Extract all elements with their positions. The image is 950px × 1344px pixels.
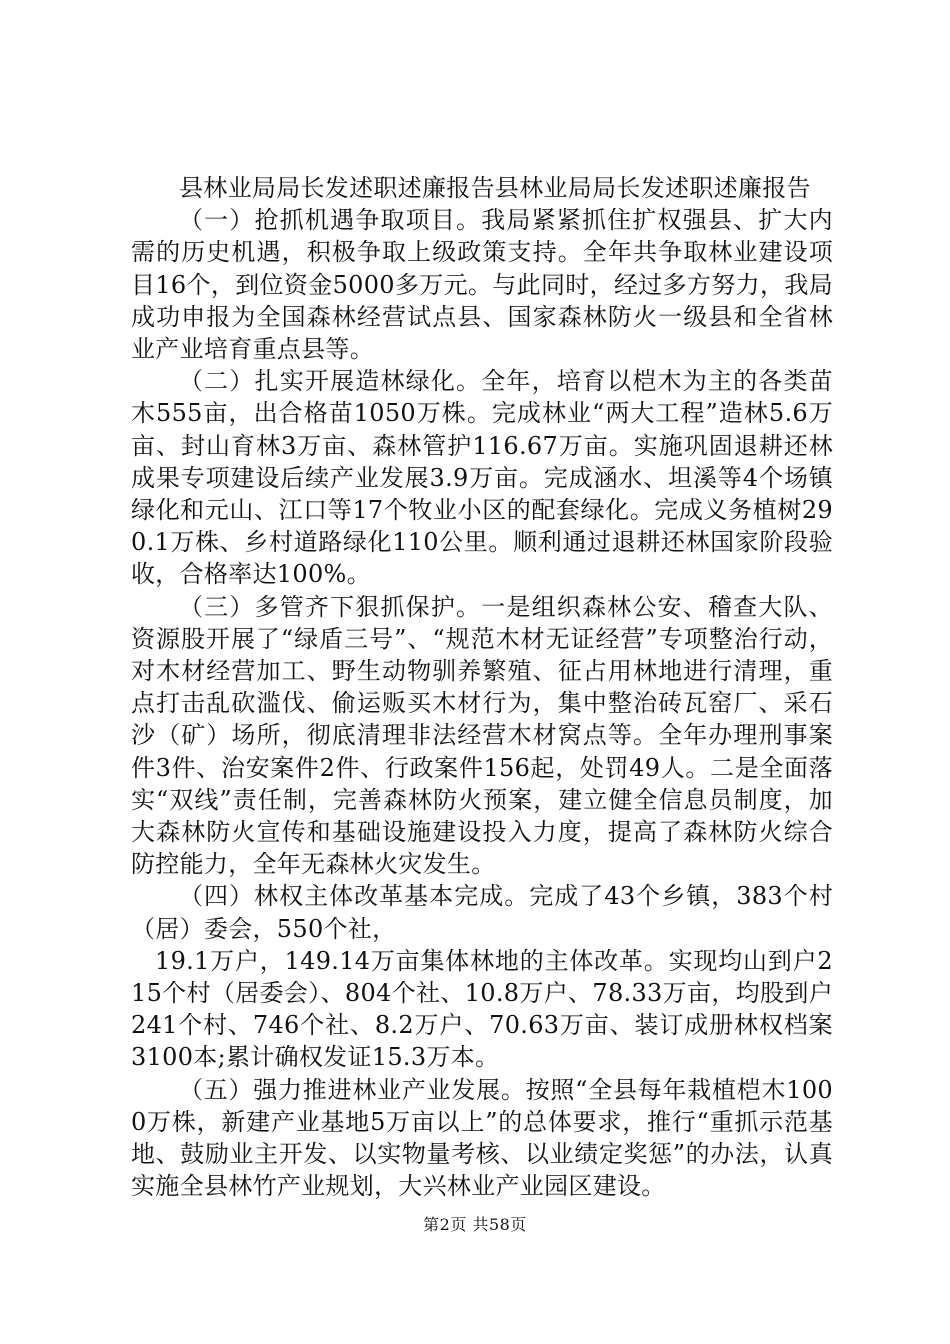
page-number-footer: 第2页 共58页 xyxy=(423,1215,527,1234)
section-two-paragraph: （二）扎实开展造林绿化。全年，培育以桤木为主的各类苗木555亩，出合格苗1050万株。完成林业“两大工程”造林5.6万亩、封山育林3万亩、森林管护116.67万亩。实施巩固退耕还林成果专项建设后续产业发展3.9万亩。完成涵水、坦溪等4个场镇绿化和元山、江口等17个牧业小区的配套绿化。完成义务植树290.1万株、乡村道路绿化110公里。顺利通过退耕还林国家阶段验收，合格率达100%。 xyxy=(131,367,833,589)
section-one-paragraph: （一）抢抓机遇争取项目。我局紧紧抓住扩权强县、扩大内需的历史机遇，积极争取上级政策支持。全年共争取林业建设项目16个，到位资金5000多万元。与此同时，经过多方努力，我局成功申报为全国森林经营试点县、国家森林防火一级县和全省林业产业培育重点县等。 xyxy=(131,206,833,364)
section-four-continued-paragraph: 19.1万户，149.14万亩集体林地的主体改革。实现均山到户215个村（居委会）、804个社、10.8万户、78.33万亩，均股到户241个村、746个社、8.2万户、70.63万亩、装订成册林权档案3100本;累计确权发证15.3万本。 xyxy=(131,946,833,1072)
section-four-paragraph: （四）林权主体改革基本完成。完成了43个乡镇，383个村（居）委会，550个社， xyxy=(131,882,833,943)
document-body xyxy=(131,172,833,1203)
section-three-paragraph: （三）多管齐下狠抓保护。一是组织森林公安、稽查大队、资源股开展了“绿盾三号”、“规范木材无证经营”专项整治行动，对木材经营加工、野生动物驯养繁殖、征占用林地进行清理，重点打击乱砍滥伐、偷运贩买木材行为，集中整治砖瓦窑厂、采石沙（矿）场所，彻底清理非法经营木材窝点等。全年办理刑事案件3件、治安案件2件、行政案件156起，处罚49人。二是全面落实“双线”责任制，完善森林防火预案，建立健全信息员制度，加大森林防火宣传和基础设施建设投入力度，提高了森林防火综合防控能力，全年无森林火灾发生。 xyxy=(131,592,833,879)
section-five-paragraph: （五）强力推进林业产业发展。按照“全县每年栽植桤木1000万株，新建产业基地5万亩以上”的总体要求，推行“重抓示范基地、鼓励业主开发、以实物量考核、以业绩定奖惩”的办法，认真实施全县林竹产业规划，大兴林业产业园区建设。 xyxy=(131,1075,833,1201)
report-title-paragraph: 县林业局局长发述职述廉报告县林业局局长发述职述廉报告 xyxy=(179,174,811,202)
